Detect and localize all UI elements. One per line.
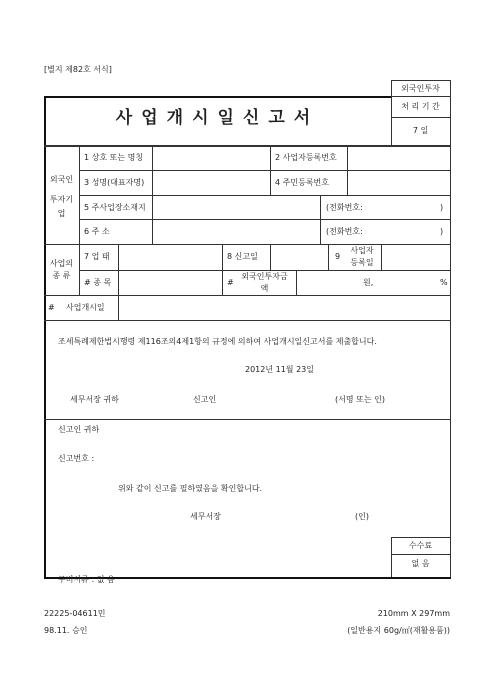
line [44,244,451,245]
label-reg-date-1: 사업자 [350,246,374,255]
report-date: 2012년 11월 23일 [245,365,314,374]
col-line [152,145,153,244]
col-line [381,244,382,270]
label-address: 6 주 소 [84,227,110,236]
phone-2-close: ) [440,227,444,236]
group-biztype-2: 종 류 [52,271,71,280]
label-resident-no: 4 주민등록번호 [275,178,330,187]
label-item: # 종 목 [84,278,112,287]
form-code: 22225-04611민 [44,609,106,618]
label-main-site: 5 주사업장소재지 [84,203,146,212]
category-label: 외국인투자 [401,84,440,93]
label-item-9: 9 [335,252,341,261]
col-line [118,244,119,295]
group-investor-3: 업 [57,209,66,218]
fee-label: 수수료 [408,541,433,550]
label-trade-name: 1 상호 또는 명칭 [84,153,144,162]
signature-label: (서명 또는 인) [335,395,385,404]
label-inv-hash: # [227,278,234,287]
label-percent: % [440,278,448,287]
label-phone-2: (전화번호: [326,227,363,236]
period-label: 처 리 기 간 [401,102,440,111]
to-reporter: 신고인 귀하 [58,425,100,434]
line [391,117,450,118]
col-line [320,195,321,244]
line [79,195,451,196]
table-top [44,145,451,147]
fee-top [391,537,450,538]
line [44,419,451,420]
frame-right [450,80,451,578]
group-investor-1: 외국인 [49,175,74,184]
label-inv-amount-2: 액 [260,284,269,293]
period-value: 7 일 [412,126,429,135]
line [79,270,451,271]
line [391,96,450,97]
label-phone-1: (전화번호: [326,203,363,212]
confirmation: 위와 같이 신고를 필하였음을 확인합니다. [118,484,263,493]
label-biz-reg-no: 2 사업자등록번호 [275,153,337,162]
col-line [270,244,271,270]
label-rep-name: 3 성명(대표자명) [84,178,145,187]
statement: 조세특례제한법시행령 제116조의4제1항의 규정에 의하여 사업개시일신고서를 제출합니다. [58,337,377,346]
fee-value: 없 음 [411,559,430,568]
line [44,320,451,321]
col-line [347,145,348,195]
label-business-type: 7 업 태 [84,252,110,261]
line [79,219,451,220]
report-number-label: 신고번호 : [58,454,95,463]
label-won: 원, [363,278,374,287]
label-start-date: 사업개시일 [66,303,105,312]
phone-1-close: ) [440,203,444,212]
label-inv-amount-1: 외국인투자금 [241,272,288,281]
frame-top [44,96,391,98]
col-line [222,244,223,295]
chief-label: 세무서장 [190,512,221,521]
col-line [118,295,119,320]
attachments: 구비서류 : 없 음 [58,575,115,584]
reporter-label: 신고인 [193,395,217,404]
seal-label: (인) [355,512,369,521]
form-reference: [별지 제82호 서식] [44,65,112,74]
col-line [270,145,271,195]
frame-left [44,96,46,578]
label-reg-date-2: 등록일 [350,258,374,267]
line [79,170,451,171]
line [391,554,450,555]
col-line [296,270,297,295]
group-investor-2: 투자기 [49,195,74,204]
page-title: 사업개시일신고서 [115,108,320,128]
col-line [79,145,80,295]
to-office: 세무서장 귀하 [70,395,119,404]
approval: 98.11. 승인 [44,626,88,635]
line [44,295,451,296]
box-top [391,80,450,81]
col-line [328,244,329,270]
label-report-date: 8 신고일 [227,252,258,261]
label-start-hash: # [48,303,55,312]
group-biztype-1: 사업의 [49,259,74,268]
paper-type: (일반용지 60g/㎡(재활용품)) [347,626,450,635]
paper-size: 210mm X 297mm [377,609,450,618]
